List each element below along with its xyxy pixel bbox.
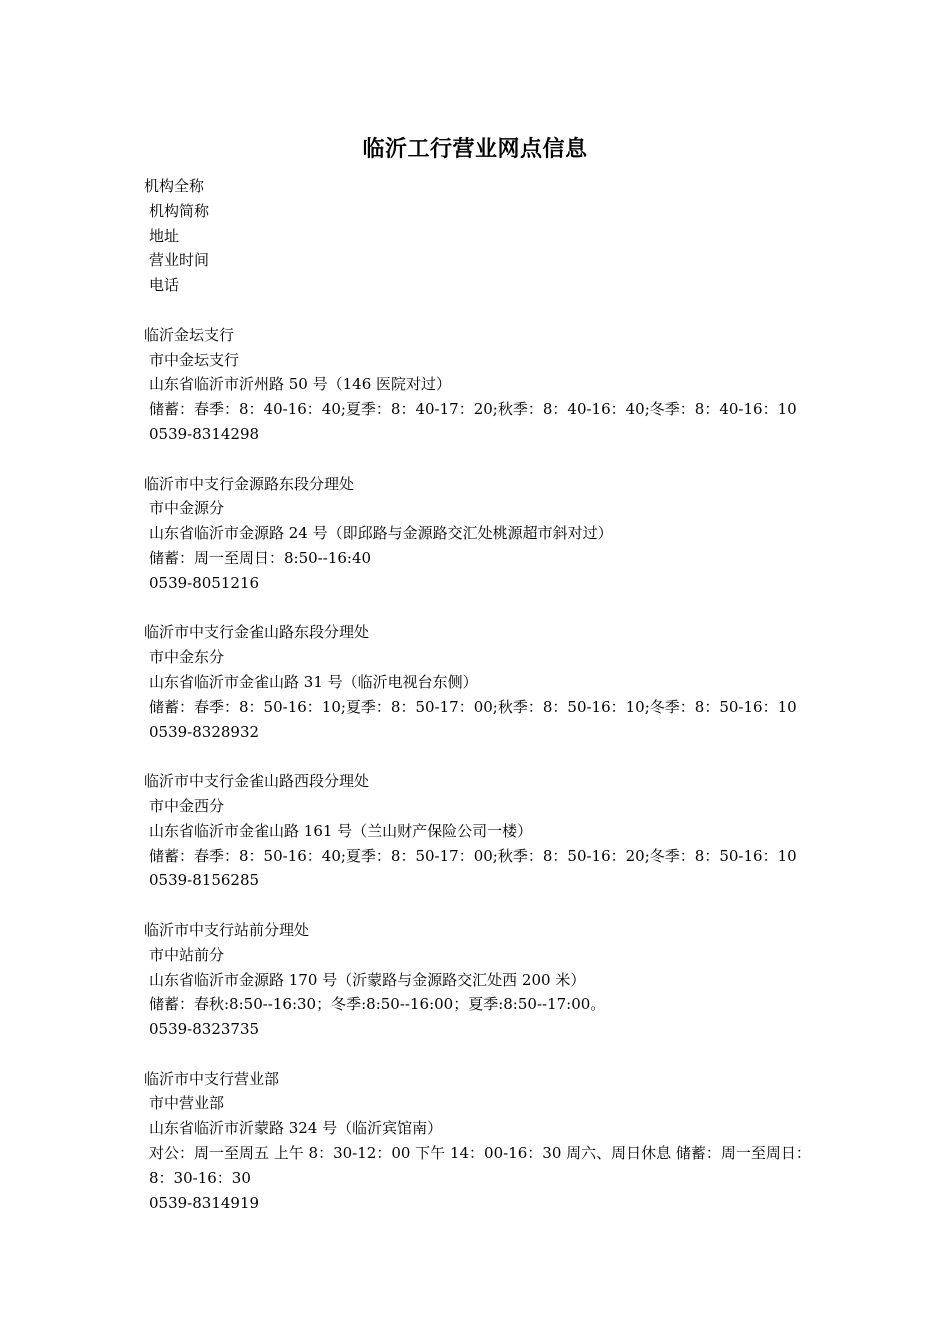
header-full-name: 机构全称 [144, 177, 205, 195]
branch-entry [144, 472, 812, 596]
branch-short-name: 市中金西分 [149, 796, 225, 815]
page-title: 临沂工行营业网点信息 [362, 137, 588, 162]
spacer [144, 893, 812, 918]
branch-short-name: 市中站前分 [149, 945, 225, 964]
branch-full-name: 临沂市中支行金源路东段分理处 [144, 474, 355, 493]
branch-short-name: 市中营业部 [149, 1094, 225, 1113]
branch-hours: 储蓄：春季：8：40-16：40;夏季：8：40-17：20;秋季：8：40-16：40;冬季：8：40-16：10 [149, 400, 797, 419]
branch-address: 山东省临沂市沂州路 50 号（146 医院对过） [149, 375, 452, 394]
branch-entry [144, 1067, 812, 1216]
spacer [144, 447, 812, 472]
branch-entry [144, 918, 812, 1042]
branch-hours: 储蓄：春季：8：50-16：40;夏季：8：50-17：00;秋季：8：50-16：20;冬季：8：50-16：10 [149, 846, 797, 865]
branch-address: 山东省临沂市金雀山路 31 号（临沂电视台东侧） [149, 672, 478, 691]
branch-entry [144, 769, 812, 893]
branch-phone: 0539-8323735 [149, 1020, 260, 1039]
branch-full-name: 临沂市中支行金雀山路东段分理处 [144, 623, 370, 642]
branch-full-name: 临沂市中支行站前分理处 [144, 920, 310, 939]
branch-entry [144, 323, 812, 447]
header-short-name: 机构简称 [149, 201, 210, 220]
branch-short-name: 市中金东分 [149, 648, 225, 667]
document-body [144, 174, 812, 1215]
branch-phone: 0539-8328932 [149, 722, 260, 741]
branch-address: 山东省临沂市金源路 24 号（即邱路与金源路交汇处桃源超市斜对过） [149, 524, 613, 543]
spacer [144, 298, 812, 323]
branch-address: 山东省临沂市沂蒙路 324 号（临沂宾馆南） [149, 1119, 443, 1138]
branch-address: 山东省临沂市金源路 170 号（沂蒙路与金源路交汇处西 200 米） [149, 970, 586, 989]
branch-short-name: 市中金坛支行 [149, 350, 240, 369]
branch-hours: 储蓄：春秋:8:50--16:30；冬季:8:50--16:00；夏季:8:50--17:00。 [149, 995, 606, 1014]
branch-full-name: 临沂金坛支行 [144, 325, 235, 344]
spacer [144, 1042, 812, 1067]
branch-phone: 0539-8051216 [149, 573, 260, 592]
branch-entry [144, 620, 812, 744]
branch-hours: 对公：周一至周五 上午 8：30-12：00 下午 14：00-16：30 周六、周日休息 储蓄：周一至周日：8：30-16：30 [149, 1144, 811, 1187]
branch-hours: 储蓄：春季：8：50-16：10;夏季：8：50-17：00;秋季：8：50-16：10;冬季：8：50-16：10 [149, 697, 797, 716]
spacer [144, 744, 812, 769]
branch-hours: 储蓄：周一至周日：8:50--16:40 [149, 548, 372, 567]
branch-address: 山东省临沂市金雀山路 161 号（兰山财产保险公司一楼） [149, 821, 533, 840]
header-hours: 营业时间 [149, 251, 210, 270]
branch-phone: 0539-8314919 [149, 1193, 260, 1212]
branch-full-name: 临沂市中支行金雀山路西段分理处 [144, 772, 370, 791]
branch-phone: 0539-8156285 [149, 871, 260, 890]
branch-phone: 0539-8314298 [149, 424, 260, 443]
header-phone: 电话 [149, 276, 180, 295]
spacer [144, 596, 812, 621]
header-block [144, 174, 812, 298]
branch-short-name: 市中金源分 [149, 499, 225, 518]
header-address: 地址 [149, 226, 180, 245]
branch-full-name: 临沂市中支行营业部 [144, 1069, 280, 1088]
